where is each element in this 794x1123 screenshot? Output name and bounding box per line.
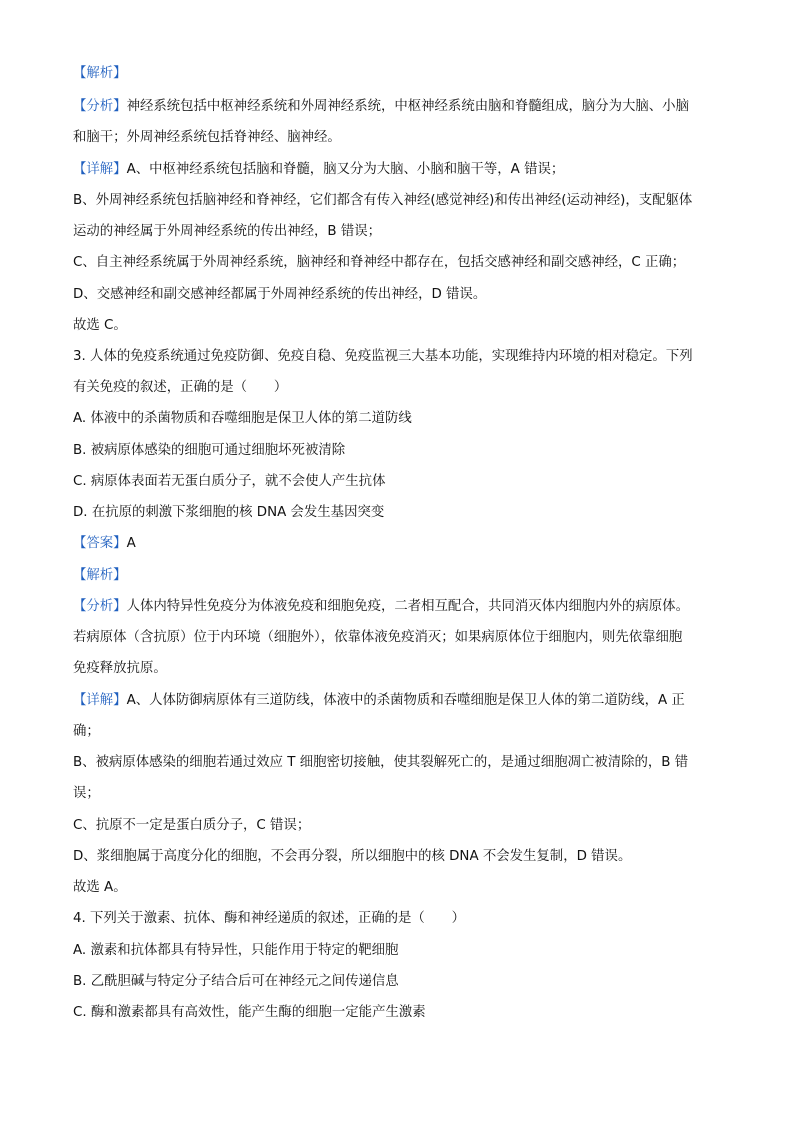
q3-xiangjie-line-b2 — [73, 784, 723, 804]
q3-answer — [73, 534, 723, 554]
q3-xiangjie-a2: 确； — [73, 724, 100, 739]
q3-xiangjie-a1: A、人体防御病原体有三道防线，体液中的杀菌物质和吞噬细胞是保卫人体的第二道防线，A 正 — [126, 693, 685, 708]
q3-jiexi-tag: 【解析】 — [73, 568, 127, 583]
q2-xiangjie-tag: 【详解】 — [73, 162, 127, 177]
q2-fenxi-tag: 【分析】 — [73, 99, 127, 114]
q3-fenxi-tag: 【分析】 — [73, 599, 127, 614]
q3-option-c — [73, 472, 723, 492]
q3-jiexi-heading — [73, 566, 723, 586]
q4-option-a-text: A. 激素和抗体都具有特异性，只能作用于特定的靶细胞 — [73, 943, 399, 958]
q2-xiangjie-c: C、自主神经系统属于外周神经系统，脑神经和脊神经中都存在，包括交感神经和副交感神经，C 正确； — [73, 255, 686, 270]
q2-xiangjie-d: D、交感神经和副交感神经都属于外周神经系统的传出神经，D 错误。 — [73, 287, 487, 302]
q2-xiangjie-line-c — [73, 253, 723, 273]
q2-xiangjie-line-b2 — [73, 222, 723, 242]
q3-xiangjie-line-d — [73, 847, 723, 867]
q3-option-a — [73, 409, 723, 429]
q4-option-b — [73, 972, 723, 992]
q3-xiangjie-d: D、浆细胞属于高度分化的细胞，不会再分裂，所以细胞中的核 DNA 不会发生复制，D 错误。 — [73, 849, 632, 864]
q2-xiangjie-line-b1 — [73, 191, 723, 211]
q4-stem-text: 4. 下列关于激素、抗体、酶和神经递质的叙述，正确的是（ ） — [73, 911, 465, 926]
q3-option-c-text: C. 病原体表面若无蛋白质分子，就不会使人产生抗体 — [73, 474, 386, 489]
q3-xiangjie-line-a2 — [73, 722, 723, 742]
q3-option-d — [73, 503, 723, 523]
q3-answer-value: A — [126, 536, 136, 551]
q3-fenxi-text-1: 人体内特异性免疫分为体液免疫和细胞免疫，二者相互配合，共同消灭体内细胞内外的病原体。 — [126, 599, 689, 614]
q4-option-a — [73, 941, 723, 961]
q3-fenxi-line-2 — [73, 628, 723, 648]
q2-xiangjie-line-d — [73, 285, 723, 305]
q3-xiangjie-b1: B、被病原体感染的细胞若通过效应 T 细胞密切接触，使其裂解死亡的，是通过细胞凋亡被清除的，B 错 — [73, 755, 689, 770]
q3-fenxi-line-3 — [73, 659, 723, 679]
q2-xiangjie-a: A、中枢神经系统包括脑和脊髓，脑又分为大脑、小脑和脑干等，A 错误； — [126, 162, 565, 177]
q4-option-b-text: B. 乙酰胆碱与特定分子结合后可在神经元之间传递信息 — [73, 974, 399, 989]
q2-fenxi-line-1 — [73, 97, 723, 117]
q2-xiangjie-b1: B、外周神经系统包括脑神经和脊神经，它们都含有传入神经(感觉神经)和传出神经(运动神经)，支配躯体 — [73, 193, 693, 208]
q2-jiexi-heading — [73, 64, 723, 84]
q2-xiangjie-b2: 运动的神经属于外周神经系统的传出神经，B 错误； — [73, 224, 382, 239]
q3-option-b-text: B. 被病原体感染的细胞可通过细胞坏死被清除 — [73, 443, 346, 458]
q3-stem-1: 3. 人体的免疫系统通过免疫防御、免疫自稳、免疫监视三大基本功能，实现维持内环境的相对稳定。下列 — [73, 349, 693, 364]
q2-fenxi-text-1: 神经系统包括中枢神经系统和外周神经系统，中枢神经系统由脑和脊髓组成，脑分为大脑、小脑 — [126, 99, 689, 114]
q4-option-c-text: C. 酶和激素都具有高效性，能产生酶的细胞一定能产生激素 — [73, 1005, 426, 1020]
q3-answer-tag: 【答案】 — [73, 536, 127, 551]
q4-stem — [73, 909, 723, 929]
q3-stem-line-2 — [73, 378, 723, 398]
q2-fenxi-text-2: 和脑干；外周神经系统包括脊神经、脑神经。 — [73, 130, 341, 145]
q3-xiangjie-line-a1 — [73, 691, 723, 711]
q3-option-d-text: D. 在抗原的刺激下浆细胞的核 DNA 会发生基因突变 — [73, 505, 385, 520]
q2-fenxi-line-2 — [73, 128, 723, 148]
q3-fenxi-line-1 — [73, 597, 723, 617]
q2-jiexi-tag: 【解析】 — [73, 66, 127, 81]
q2-conclusion-text: 故选 C。 — [73, 318, 127, 333]
q3-fenxi-text-2: 若病原体（含抗原）位于内环境（细胞外），依靠体液免疫消灭；如果病原体位于细胞内，则先依靠细胞 — [73, 630, 683, 645]
q3-stem-line-1 — [73, 347, 723, 367]
q2-conclusion — [73, 316, 723, 336]
q3-xiangjie-b2: 误； — [73, 786, 100, 801]
q4-option-c — [73, 1003, 723, 1023]
q3-xiangjie-line-c — [73, 816, 723, 836]
q3-xiangjie-line-b1 — [73, 753, 723, 773]
q3-stem-2: 有关免疫的叙述，正确的是（ ） — [73, 380, 288, 395]
q3-conclusion-text: 故选 A。 — [73, 880, 127, 895]
q3-fenxi-text-3: 免疫释放抗原。 — [73, 661, 167, 676]
q3-xiangjie-c: C、抗原不一定是蛋白质分子，C 错误； — [73, 818, 311, 833]
q2-xiangjie-line-a — [73, 160, 723, 180]
q3-conclusion — [73, 878, 723, 898]
q3-option-b — [73, 441, 723, 461]
q3-option-a-text: A. 体液中的杀菌物质和吞噬细胞是保卫人体的第二道防线 — [73, 411, 412, 426]
q3-xiangjie-tag: 【详解】 — [73, 693, 127, 708]
